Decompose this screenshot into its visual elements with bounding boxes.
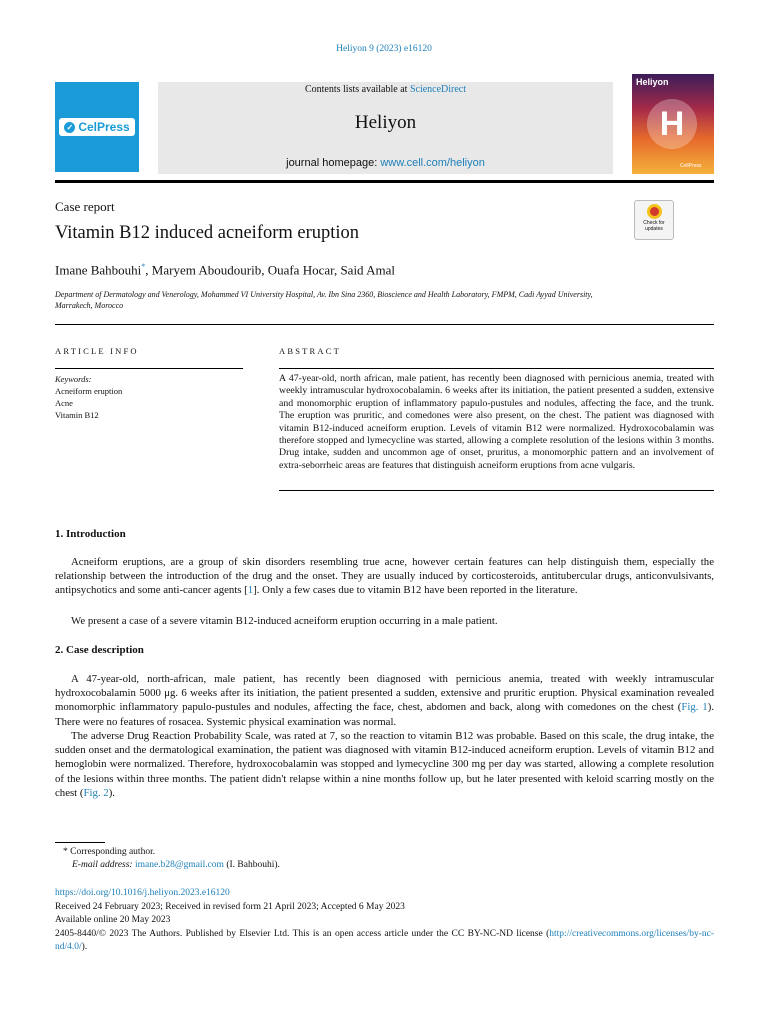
keyword-item: Vitamin B12 <box>55 410 99 420</box>
check-updates-label: Check for updates <box>643 220 665 232</box>
section-heading-introduction: 1. Introduction <box>55 528 126 540</box>
paragraph-text: Acneiform eruptions, are a group of skin disorders resembling true acne, however certain features can help distinguish them, especially the relationship between the introduction of the drug and the onset. They are usually induced by corticosteroids, antitubercular drugs, anticonvulsivants, antipsychotics and some anti-cancer agents [ <box>55 556 714 597</box>
cover-h-logo: H <box>647 99 697 149</box>
other-authors: , Maryem Aboudourib, Ouafa Hocar, Said Amal <box>145 262 395 278</box>
cellpress-text: CelPress <box>78 120 130 134</box>
paragraph-text: The adverse Drug Reaction Probability Scale, was rated at 7, so the reaction to vitamin B12 was probable. Based on this scale, the drug intake, the sudden onset and the dermatological examination, the patient was diagnosed with vitamin B12-induced acneiform eruption. Levels of vitamin B12 and hemoglobin were normalized. Therefore, hydroxocobalamin was stopped and lymecycline 300 mg per day was started, allowing a complete resolution of the lesions within three months. The patient didn't relapse within a nine months follow up, but he later presented with keloid scarring mostly on the chest ( <box>55 730 714 799</box>
paragraph-text: ). <box>108 786 115 799</box>
paragraph: We present a case of a severe vitamin B12-induced acneiform eruption occurring in a male patient. <box>71 615 498 627</box>
check-for-updates-button[interactable] <box>634 200 674 240</box>
article-info-heading: ARTICLE INFO <box>55 346 139 356</box>
abstract-text: A 47-year-old, north african, male patient, has recently been diagnosed with pernicious anemia, treated with weekly intramuscular hydroxocobalamin. 6 weeks after its initiation, the patient presented a sudden, extensive and monomorphic eruption of inflammatory papulo-pustules and nodules, affecting the face, and the trunk. The eruption was pruritic, and comedones were also present, on the chest. The patient was diagnosed with vitamin B12-induced acneiform eruption. Levels of vitamin B12 were normalized. Hydroxocobalamin was therefore stopped and lymecycline was started, allowing a complete resolution of the lesions within 3 months. Drug intake, sudden and uncommon age of onset, pruritus, a monomorphic pattern and an involvement of extra-seborrheic areas are features that distinguish acneiform eruptions from acne vulgaris. <box>279 373 714 471</box>
first-author[interactable]: Imane Bahbouhi <box>55 262 142 278</box>
journal-name: Heliyon <box>354 112 417 133</box>
license-suffix: ). <box>81 941 88 952</box>
email-label: E-mail address: <box>72 860 133 870</box>
email-suffix: (I. Bahbouhi). <box>223 860 280 870</box>
available-online: Available online 20 May 2023 <box>55 915 171 925</box>
authors <box>55 262 395 278</box>
received-dates: Received 24 February 2023; Received in revised form 21 April 2023; Accepted 6 May 2023 <box>55 902 405 912</box>
divider <box>279 490 714 491</box>
header-rule <box>55 180 714 183</box>
contents-prefix: Contents lists available at <box>304 84 410 95</box>
affiliation: Department of Dermatology and Venerology, Mohammed VI University Hospital, Av. Ibn Sina 2360, Bioscience and Health Laboratory, FMPM, Cadi Ayyad University, Marrakech, Morocco <box>55 290 593 310</box>
cover-title: Heliyon <box>636 77 669 87</box>
cellpress-c-icon: ✓ <box>64 122 75 133</box>
section-heading-case-description: 2. Case description <box>55 644 144 656</box>
paragraph-text: A 47-year-old, north-african, male patient, has recently been diagnosed with pernicious anemia, treated with weekly intramuscular hydroxocobalamin 5000 μg. 6 weeks after its initiation, the patient presented a sudden, extensive and pruritic eruption. Physical examination revealed monomorphic inflammatory papulo-pustules and nodules, affecting the face, chest, abdomen and back, along with comedones on the chest ( <box>55 673 714 714</box>
article-type: Case report <box>55 199 115 214</box>
abstract-heading: ABSTRACT <box>279 346 341 356</box>
homepage-prefix: journal homepage: <box>286 157 381 169</box>
cellpress-badge <box>59 118 134 136</box>
paper-title: Vitamin B12 induced acneiform eruption <box>55 223 360 243</box>
footnote-rule <box>55 842 105 843</box>
divider <box>55 368 243 369</box>
paragraph-text: ). There were no features of rosacea. Systemic physical examination was normal. <box>55 701 715 728</box>
license-link[interactable]: http://creativecommons.org/licenses/by-nc-nd/4.0/ <box>55 929 714 952</box>
sciencedirect-link[interactable]: ScienceDirect <box>409 84 467 95</box>
cellpress-logo[interactable] <box>55 82 139 172</box>
divider <box>55 324 714 325</box>
license-prefix: 2405-8440/© 2023 The Authors. Published by Elsevier Ltd. This is an open access article under the CC BY-NC-ND license ( <box>55 929 550 939</box>
figure-link[interactable]: Fig. 2 <box>83 786 109 799</box>
figure-link[interactable]: Fig. 1 <box>681 701 708 714</box>
homepage-line <box>158 157 613 169</box>
paragraph-text: ]. Only a few cases due to vitamin B12 have been reported in the literature. <box>253 584 578 597</box>
doi-link[interactable]: https://doi.org/10.1016/j.heliyon.2023.e16120 <box>55 888 230 898</box>
divider <box>279 368 714 369</box>
paragraph <box>55 672 714 729</box>
footnote-email <box>72 859 280 872</box>
keywords-block <box>55 373 122 421</box>
cover-footer: CellPress <box>680 163 702 169</box>
bookmark-icon <box>647 204 662 219</box>
paragraph <box>55 555 714 598</box>
keyword-item: Acneiform eruption <box>55 386 123 396</box>
reference-link[interactable]: 1 <box>247 584 254 597</box>
paragraph <box>55 729 714 800</box>
homepage-link[interactable]: www.cell.com/heliyon <box>380 157 485 169</box>
license-text <box>55 928 714 953</box>
keywords-label: Keywords: <box>55 374 92 384</box>
footnote-corresponding <box>63 846 155 859</box>
footnote-text: Corresponding author. <box>70 847 156 857</box>
keyword-item: Acne <box>55 398 73 408</box>
contents-line <box>158 84 613 95</box>
corresponding-mark[interactable]: * <box>141 262 146 271</box>
email-link[interactable]: imane.b28@gmail.com <box>134 860 224 870</box>
running-head[interactable]: Heliyon 9 (2023) e16120 <box>336 44 432 54</box>
footnote-mark: * <box>63 847 68 857</box>
